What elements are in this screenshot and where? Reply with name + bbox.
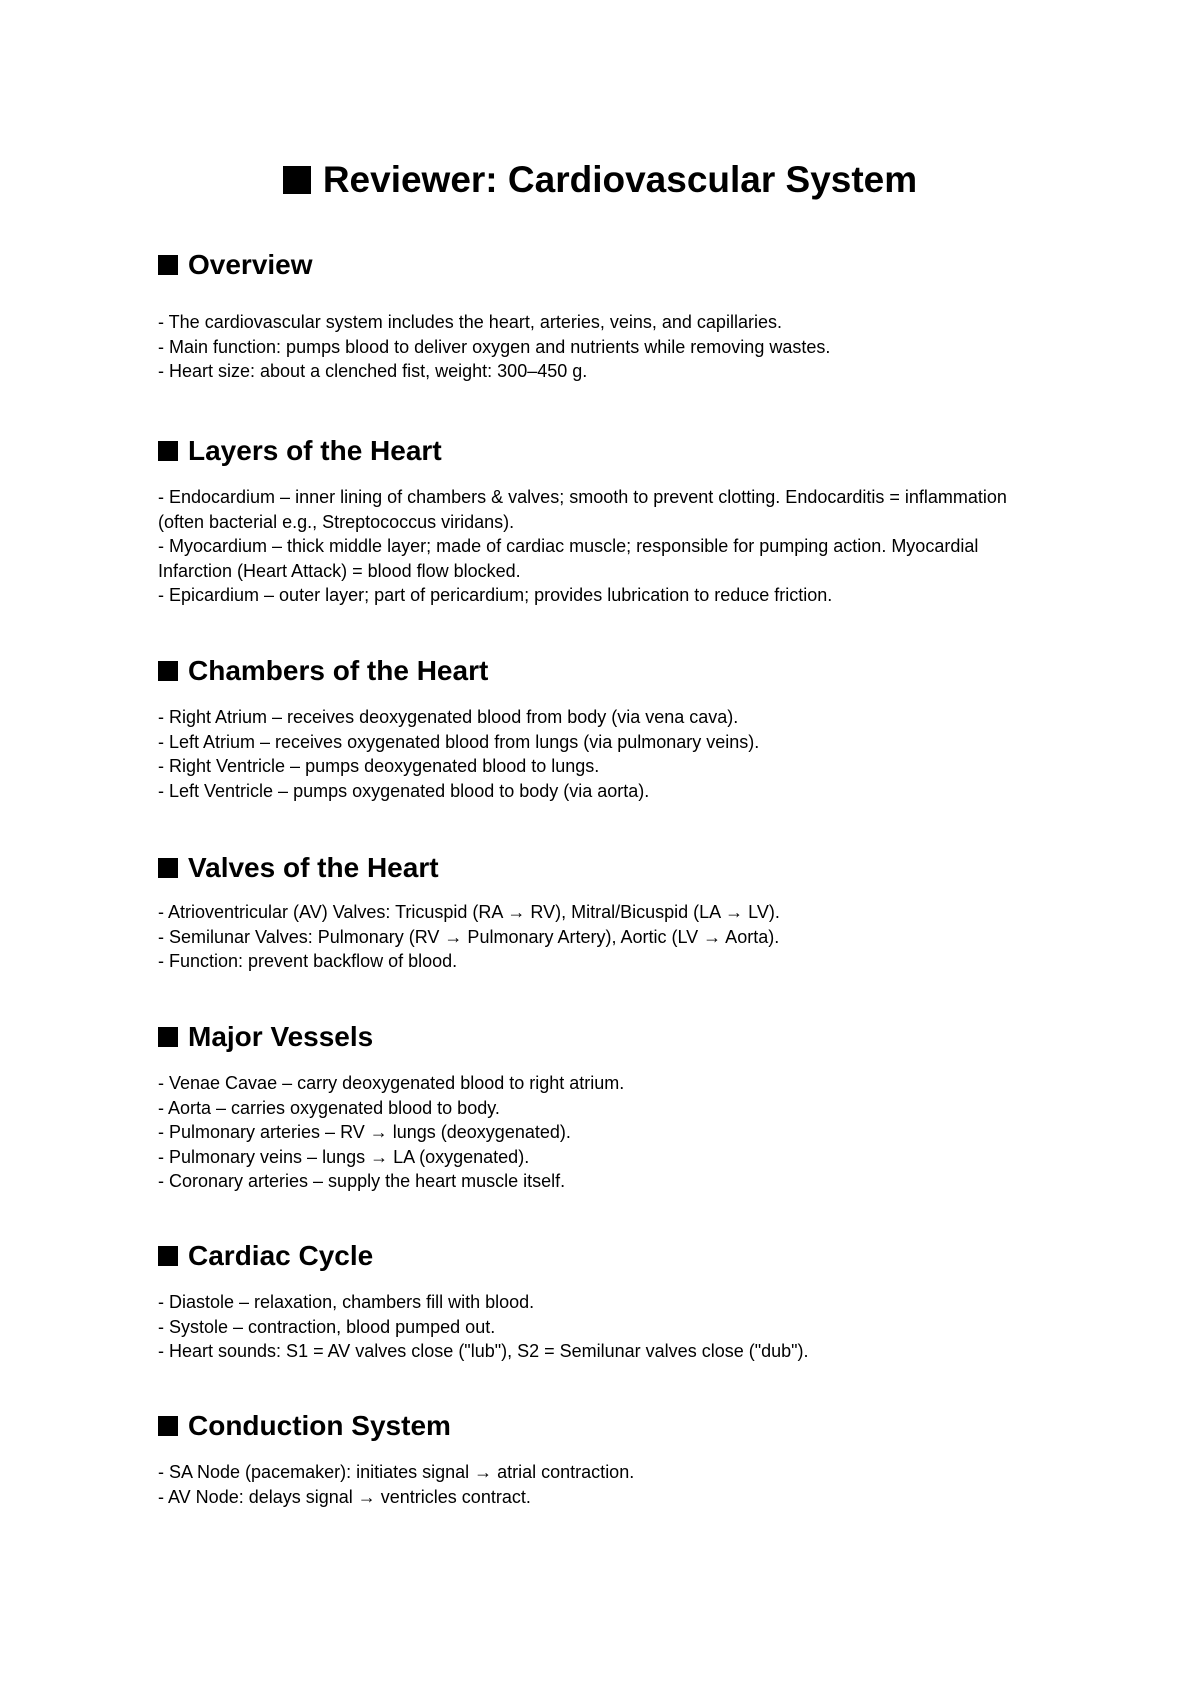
section-heading-chambers <box>158 653 488 689</box>
page-title <box>0 156 1200 204</box>
section-heading-layers <box>158 433 442 469</box>
section-heading-cardiac-cycle <box>158 1238 373 1274</box>
section-heading-text: Chambers of the Heart <box>188 655 489 686</box>
section-heading-conduction <box>158 1408 451 1444</box>
square-bullet-icon <box>158 1027 178 1047</box>
body-line: - Coronary arteries – supply the heart muscle itself. <box>158 1171 566 1191</box>
section-heading-text: Valves of the Heart <box>188 852 439 883</box>
body-line: - Heart size: about a clenched fist, weight: 300–450 g. <box>158 361 588 381</box>
body-line: - Right Atrium – receives deoxygenated blood from body (via vena cava). <box>158 707 739 727</box>
section-body-conduction <box>158 1460 1038 1509</box>
section-heading-text: Conduction System <box>188 1410 451 1441</box>
section-body-overview <box>158 310 1038 384</box>
body-line: - SA Node (pacemaker): initiates signal → atrial contraction. <box>158 1462 635 1482</box>
section-heading-text: Overview <box>188 249 313 280</box>
section-heading-text: Major Vessels <box>188 1021 374 1052</box>
square-bullet-icon <box>158 858 178 878</box>
section-body-cardiac-cycle <box>158 1290 1038 1364</box>
body-line: - Pulmonary veins – lungs → LA (oxygenated). <box>158 1146 530 1167</box>
square-bullet-icon <box>283 166 311 194</box>
section-heading-valves <box>158 850 439 886</box>
body-line: - Diastole – relaxation, chambers fill with blood. <box>158 1292 535 1312</box>
body-line: - Venae Cavae – carry deoxygenated blood to right atrium. <box>158 1073 625 1093</box>
page-title-text: Reviewer: Cardiovascular System <box>322 159 918 200</box>
section-heading-overview <box>158 247 313 283</box>
section-heading-text: Cardiac Cycle <box>188 1240 374 1271</box>
section-body-layers <box>158 485 1038 608</box>
body-line: - Left Atrium – receives oxygenated blood from lungs (via pulmonary veins). <box>158 731 760 752</box>
square-bullet-icon <box>158 441 178 461</box>
body-line: - Semilunar Valves: Pulmonary (RV → Pulmonary Artery), Aortic (LV → Aorta). <box>158 926 780 947</box>
body-line: - Atrioventricular (AV) Valves: Tricuspid (RA → RV), Mitral/Bicuspid (LA → LV). <box>158 902 780 922</box>
square-bullet-icon <box>158 1416 178 1436</box>
body-line: - Main function: pumps blood to deliver oxygen and nutrients while removing wastes. <box>158 336 831 357</box>
body-line: - The cardiovascular system includes the heart, arteries, veins, and capillaries. <box>158 312 782 332</box>
body-line: - Aorta – carries oxygenated blood to body. <box>158 1097 500 1118</box>
body-line: - Systole – contraction, blood pumped out. <box>158 1316 496 1337</box>
section-body-vessels <box>158 1071 1038 1194</box>
section-body-chambers <box>158 705 1038 803</box>
body-line: - AV Node: delays signal → ventricles contract. <box>158 1486 531 1507</box>
body-line: - Left Ventricle – pumps oxygenated blood to body (via aorta). <box>158 780 650 801</box>
body-line: - Heart sounds: S1 = AV valves close ("lub"), S2 = Semilunar valves close ("dub"). <box>158 1341 809 1361</box>
section-heading-vessels <box>158 1019 373 1055</box>
body-line: - Right Ventricle – pumps deoxygenated blood to lungs. <box>158 756 600 776</box>
section-heading-text: Layers of the Heart <box>188 435 442 466</box>
square-bullet-icon <box>158 661 178 681</box>
body-line: - Myocardium – thick middle layer; made of cardiac muscle; responsible for pumping action. Myocardial Infarction (Heart Attack) = blood flow blocked. <box>158 536 979 581</box>
square-bullet-icon <box>158 255 178 275</box>
square-bullet-icon <box>158 1246 178 1266</box>
body-line: - Pulmonary arteries – RV → lungs (deoxygenated). <box>158 1122 571 1142</box>
body-line: - Function: prevent backflow of blood. <box>158 951 458 971</box>
section-body-valves <box>158 900 1038 974</box>
body-line: - Endocardium – inner lining of chambers & valves; smooth to prevent clotting. Endocarditis = inflammation (often bacterial e.g., Streptococcus viridans). <box>158 487 1007 532</box>
body-line: - Epicardium – outer layer; part of pericardium; provides lubrication to reduce friction. <box>158 585 833 605</box>
